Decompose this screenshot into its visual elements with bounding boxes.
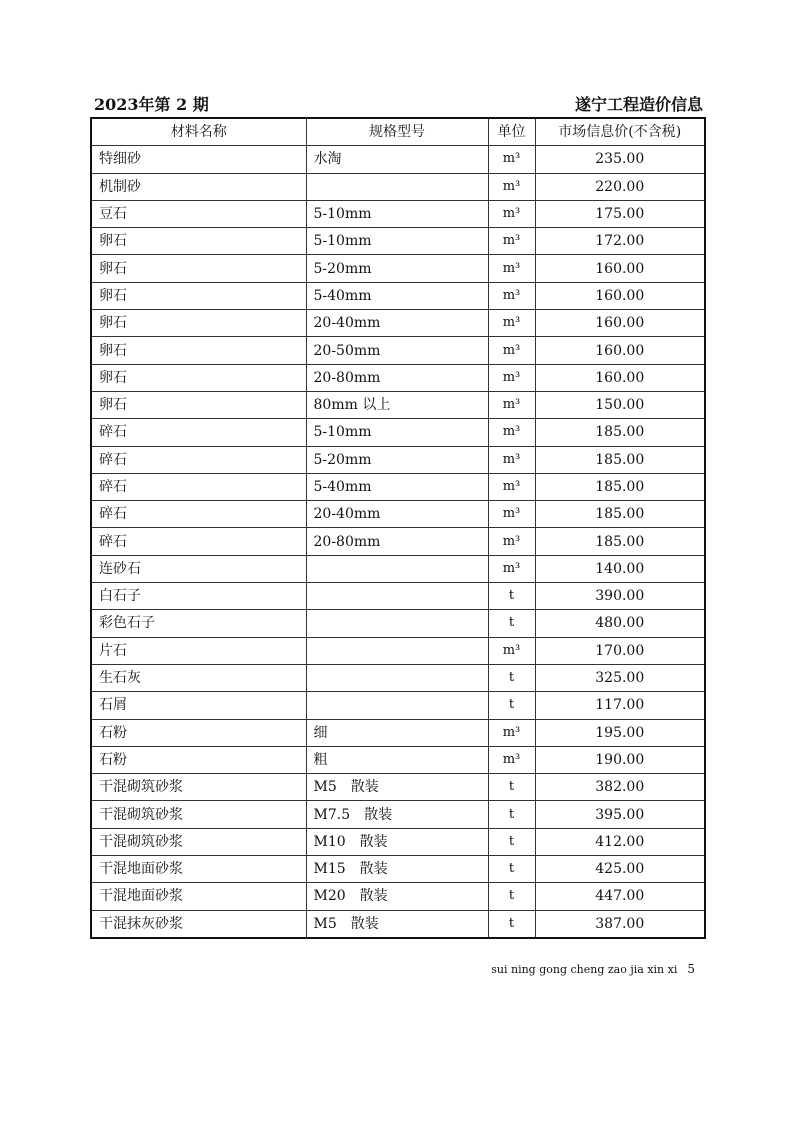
table-row (91, 555, 705, 582)
cell-material-name: 碎石 (91, 528, 306, 555)
cell-price: 190.00 (535, 746, 705, 773)
page-header (90, 91, 703, 117)
table-row (91, 173, 705, 200)
cell-price: 480.00 (535, 610, 705, 637)
cell-unit: m³ (488, 501, 535, 528)
cell-spec (306, 692, 488, 719)
cell-material-name: 卵石 (91, 282, 306, 309)
cell-spec (306, 173, 488, 200)
table-row (91, 310, 705, 337)
cell-material-name: 卵石 (91, 364, 306, 391)
cell-price: 160.00 (535, 337, 705, 364)
cell-spec: 20-80mm (306, 364, 488, 391)
material-price-table (90, 117, 706, 939)
cell-spec: 5-10mm (306, 200, 488, 227)
cell-spec: 5-10mm (306, 228, 488, 255)
cell-spec: 20-50mm (306, 337, 488, 364)
cell-spec: 粗 (306, 746, 488, 773)
cell-unit: t (488, 610, 535, 637)
cell-price: 185.00 (535, 528, 705, 555)
cell-unit: m³ (488, 173, 535, 200)
cell-spec (306, 664, 488, 691)
table-row (91, 146, 705, 173)
cell-unit: t (488, 910, 535, 938)
table-row (91, 473, 705, 500)
table-row (91, 801, 705, 828)
table-row (91, 828, 705, 855)
cell-material-name: 碎石 (91, 446, 306, 473)
cell-price: 140.00 (535, 555, 705, 582)
table-row (91, 583, 705, 610)
cell-price: 160.00 (535, 364, 705, 391)
cell-unit: m³ (488, 200, 535, 227)
cell-unit: t (488, 583, 535, 610)
column-header-spec: 规格型号 (306, 118, 488, 146)
column-header-unit: 单位 (488, 118, 535, 146)
cell-unit: m³ (488, 637, 535, 664)
cell-material-name: 卵石 (91, 391, 306, 418)
footer-pinyin: sui ning gong cheng zao jia xin xi (491, 963, 678, 976)
cell-material-name: 特细砂 (91, 146, 306, 173)
table-row (91, 282, 705, 309)
cell-material-name: 干混地面砂浆 (91, 883, 306, 910)
cell-material-name: 碎石 (91, 419, 306, 446)
cell-spec (306, 637, 488, 664)
cell-spec: M20 散装 (306, 883, 488, 910)
cell-unit: m³ (488, 446, 535, 473)
cell-material-name: 卵石 (91, 228, 306, 255)
cell-unit: m³ (488, 337, 535, 364)
cell-unit: t (488, 692, 535, 719)
table-header-row (91, 118, 705, 146)
issue-label: 2023年第 2 期 (94, 95, 209, 114)
cell-unit: m³ (488, 255, 535, 282)
cell-unit: t (488, 774, 535, 801)
cell-spec: 20-40mm (306, 310, 488, 337)
table-row (91, 664, 705, 691)
cell-material-name: 卵石 (91, 310, 306, 337)
table-row (91, 200, 705, 227)
cell-unit: m³ (488, 364, 535, 391)
cell-spec: M5 散装 (306, 774, 488, 801)
cell-unit: m³ (488, 146, 535, 173)
cell-spec: 水淘 (306, 146, 488, 173)
table-row (91, 637, 705, 664)
cell-material-name: 豆石 (91, 200, 306, 227)
cell-unit: t (488, 828, 535, 855)
cell-price: 185.00 (535, 446, 705, 473)
cell-material-name: 连砂石 (91, 555, 306, 582)
cell-price: 185.00 (535, 501, 705, 528)
cell-material-name: 石屑 (91, 692, 306, 719)
cell-material-name: 卵石 (91, 337, 306, 364)
cell-material-name: 石粉 (91, 746, 306, 773)
cell-material-name: 彩色石子 (91, 610, 306, 637)
table-row (91, 610, 705, 637)
cell-unit: t (488, 856, 535, 883)
cell-spec: 20-40mm (306, 501, 488, 528)
cell-material-name: 碎石 (91, 473, 306, 500)
cell-spec: 5-20mm (306, 255, 488, 282)
cell-unit: m³ (488, 473, 535, 500)
cell-price: 425.00 (535, 856, 705, 883)
cell-price: 395.00 (535, 801, 705, 828)
table-row (91, 501, 705, 528)
cell-unit: m³ (488, 555, 535, 582)
cell-price: 185.00 (535, 419, 705, 446)
cell-price: 170.00 (535, 637, 705, 664)
cell-unit: m³ (488, 310, 535, 337)
cell-material-name: 石粉 (91, 719, 306, 746)
cell-price: 160.00 (535, 255, 705, 282)
cell-spec (306, 583, 488, 610)
cell-spec: M5 散装 (306, 910, 488, 938)
cell-unit: m³ (488, 419, 535, 446)
cell-spec: 80mm 以上 (306, 391, 488, 418)
cell-spec: 5-40mm (306, 282, 488, 309)
cell-price: 160.00 (535, 282, 705, 309)
cell-price: 325.00 (535, 664, 705, 691)
cell-price: 150.00 (535, 391, 705, 418)
cell-price: 235.00 (535, 146, 705, 173)
table-row (91, 228, 705, 255)
cell-material-name: 干混砌筑砂浆 (91, 774, 306, 801)
table-row (91, 255, 705, 282)
table-row (91, 446, 705, 473)
cell-spec: 5-10mm (306, 419, 488, 446)
cell-material-name: 干混抹灰砂浆 (91, 910, 306, 938)
table-row (91, 856, 705, 883)
cell-unit: m³ (488, 528, 535, 555)
page-number: 5 (687, 962, 695, 976)
cell-price: 160.00 (535, 310, 705, 337)
cell-unit: t (488, 664, 535, 691)
cell-material-name: 白石子 (91, 583, 306, 610)
cell-spec: M15 散装 (306, 856, 488, 883)
cell-price: 185.00 (535, 473, 705, 500)
cell-material-name: 卵石 (91, 255, 306, 282)
table-row (91, 910, 705, 938)
cell-price: 195.00 (535, 719, 705, 746)
table-row (91, 746, 705, 773)
table-row (91, 419, 705, 446)
cell-unit: m³ (488, 228, 535, 255)
cell-spec: 细 (306, 719, 488, 746)
cell-price: 172.00 (535, 228, 705, 255)
cell-spec: M7.5 散装 (306, 801, 488, 828)
cell-material-name: 干混砌筑砂浆 (91, 801, 306, 828)
table-row (91, 774, 705, 801)
column-header-name: 材料名称 (91, 118, 306, 146)
table-row (91, 391, 705, 418)
cell-price: 412.00 (535, 828, 705, 855)
cell-spec: M10 散装 (306, 828, 488, 855)
cell-spec: 5-40mm (306, 473, 488, 500)
page-footer (491, 962, 695, 976)
cell-unit: m³ (488, 391, 535, 418)
table-row (91, 883, 705, 910)
cell-unit: m³ (488, 746, 535, 773)
table-row (91, 719, 705, 746)
cell-material-name: 干混砌筑砂浆 (91, 828, 306, 855)
cell-unit: t (488, 883, 535, 910)
column-header-price: 市场信息价(不含税) (535, 118, 705, 146)
cell-price: 117.00 (535, 692, 705, 719)
cell-price: 382.00 (535, 774, 705, 801)
cell-material-name: 机制砂 (91, 173, 306, 200)
cell-material-name: 片石 (91, 637, 306, 664)
cell-spec (306, 555, 488, 582)
cell-unit: t (488, 801, 535, 828)
table-row (91, 337, 705, 364)
table-row (91, 364, 705, 391)
cell-price: 390.00 (535, 583, 705, 610)
cell-material-name: 干混地面砂浆 (91, 856, 306, 883)
cell-price: 387.00 (535, 910, 705, 938)
table-row (91, 692, 705, 719)
cell-spec (306, 610, 488, 637)
table-row (91, 528, 705, 555)
publication-title: 遂宁工程造价信息 (574, 95, 703, 114)
cell-unit: m³ (488, 282, 535, 309)
cell-material-name: 碎石 (91, 501, 306, 528)
cell-material-name: 生石灰 (91, 664, 306, 691)
cell-price: 175.00 (535, 200, 705, 227)
cell-unit: m³ (488, 719, 535, 746)
cell-price: 447.00 (535, 883, 705, 910)
cell-spec: 5-20mm (306, 446, 488, 473)
cell-price: 220.00 (535, 173, 705, 200)
cell-spec: 20-80mm (306, 528, 488, 555)
